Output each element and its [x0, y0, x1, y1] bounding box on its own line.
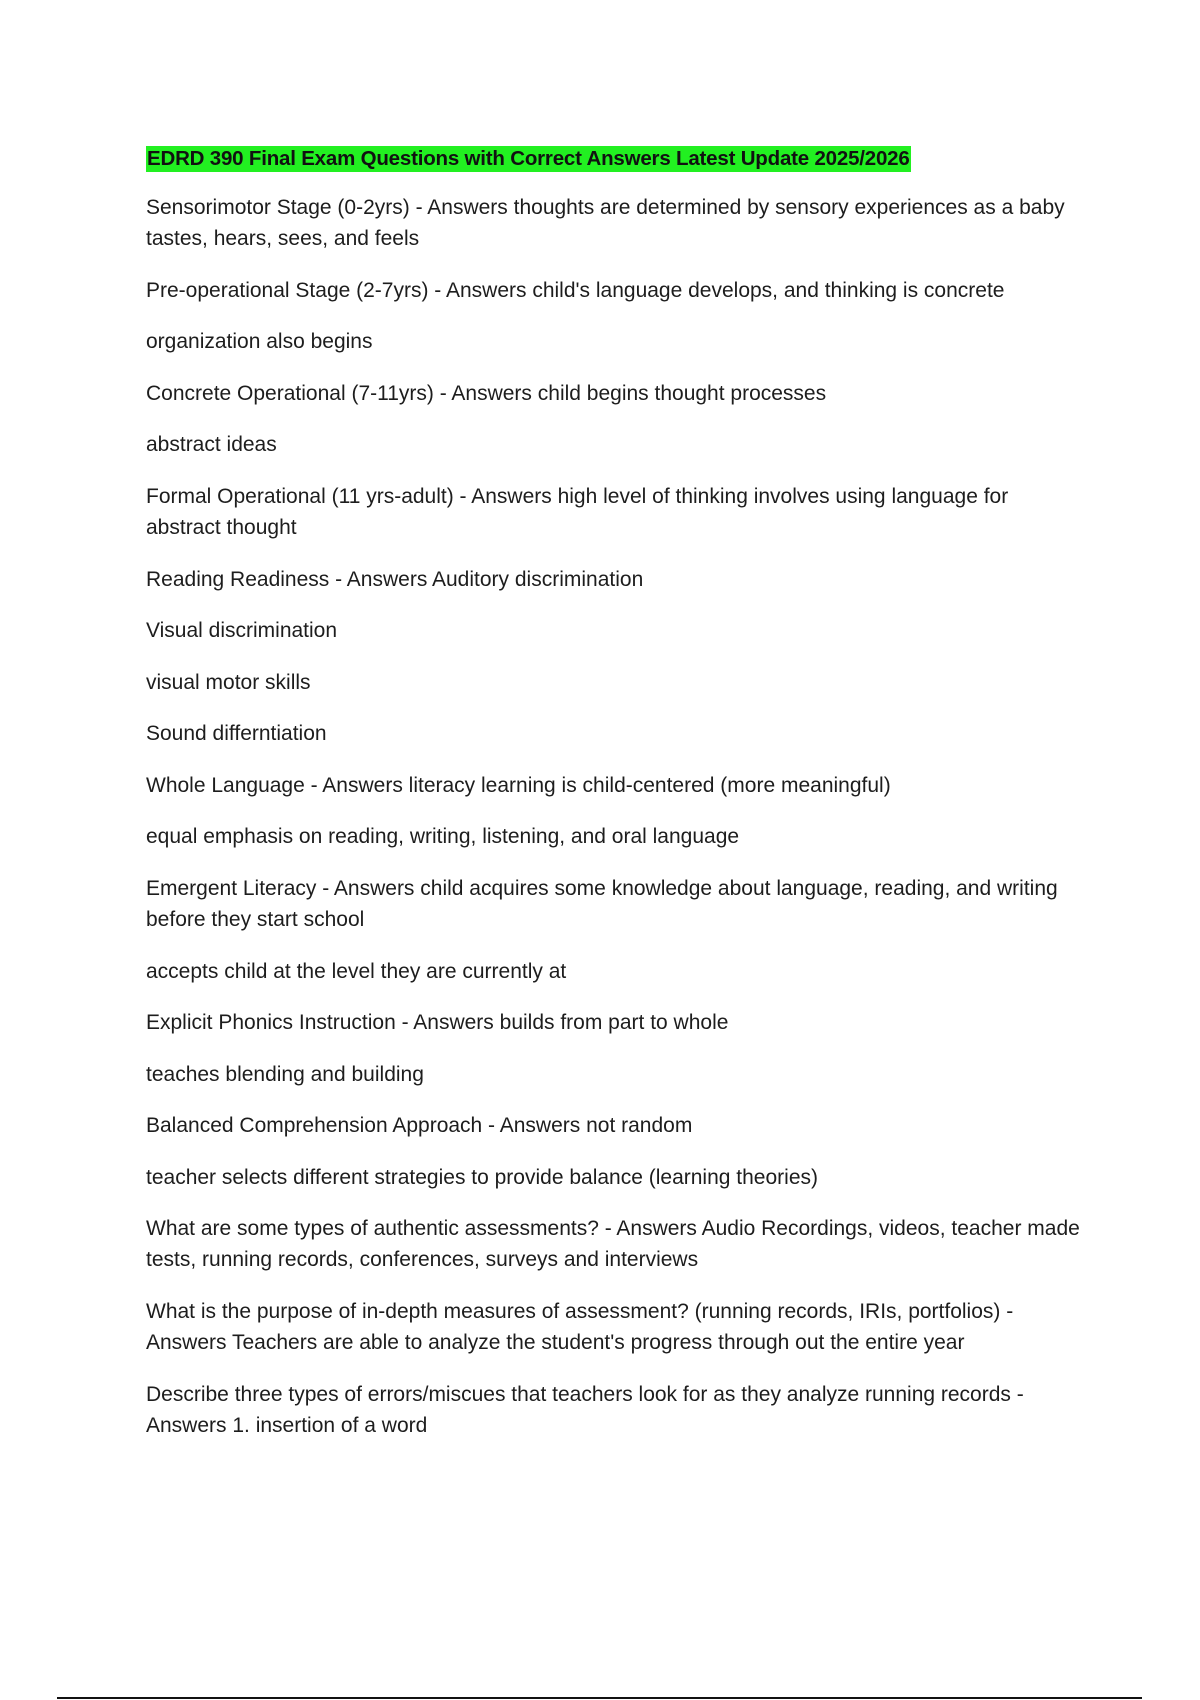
paragraph-sound-differentiation: Sound differntiation — [146, 722, 327, 745]
document-title: EDRD 390 Final Exam Questions with Correct Answers Latest Update 2025/2026 — [147, 147, 910, 170]
paragraph-abstract-ideas: abstract ideas — [146, 433, 277, 456]
paragraph-teacher-strategies: teacher selects different strategies to provide balance (learning theories) — [146, 1166, 818, 1189]
paragraph-accepts-child: accepts child at the level they are currently at — [146, 960, 567, 983]
paragraph-concrete-operational: Concrete Operational (7-11yrs) - Answers child begins thought processes — [146, 382, 827, 405]
paragraph-explicit-phonics: Explicit Phonics Instruction - Answers builds from part to whole — [146, 1011, 729, 1034]
title-row — [146, 146, 911, 172]
paragraph-emergent-literacy: Emergent Literacy - Answers child acquires some knowledge about language, reading, and writing before they start school — [146, 877, 1058, 931]
paragraph-in-depth-measures: What is the purpose of in-depth measures of assessment? (running records, IRIs, portfolios) - Answers Teachers are able to analyze the student's progress through out the entire year — [146, 1300, 1014, 1354]
paragraph-preoperational: Pre-operational Stage (2-7yrs) - Answers child's language develops, and thinking is concrete — [146, 279, 1005, 302]
paragraph-equal-emphasis: equal emphasis on reading, writing, listening, and oral language — [146, 825, 740, 848]
paragraph-reading-readiness: Reading Readiness - Answers Auditory discrimination — [146, 568, 644, 591]
footer-divider — [57, 1697, 1142, 1699]
paragraph-formal-operational: Formal Operational (11 yrs-adult) - Answers high level of thinking involves using language for abstract thought — [146, 485, 1009, 539]
paragraph-blending-building: teaches blending and building — [146, 1063, 424, 1086]
paragraph-whole-language: Whole Language - Answers literacy learning is child-centered (more meaningful) — [146, 774, 891, 797]
paragraph-balanced-comprehension: Balanced Comprehension Approach - Answers not random — [146, 1114, 693, 1137]
paragraph-sensorimotor: Sensorimotor Stage (0-2yrs) - Answers thoughts are determined by sensory experiences as a baby tastes, hears, sees, and feels — [146, 196, 1065, 250]
paragraph-organization: organization also begins — [146, 330, 373, 353]
paragraph-running-record-errors: Describe three types of errors/miscues that teachers look for as they analyze running records - Answers 1. insertion of a word — [146, 1383, 1024, 1437]
paragraph-visual-motor-skills: visual motor skills — [146, 671, 311, 694]
paragraph-authentic-assessments: What are some types of authentic assessments? - Answers Audio Recordings, videos, teacher made tests, running records, conferences, surveys and interviews — [146, 1217, 1080, 1271]
paragraph-visual-discrimination: Visual discrimination — [146, 619, 338, 642]
